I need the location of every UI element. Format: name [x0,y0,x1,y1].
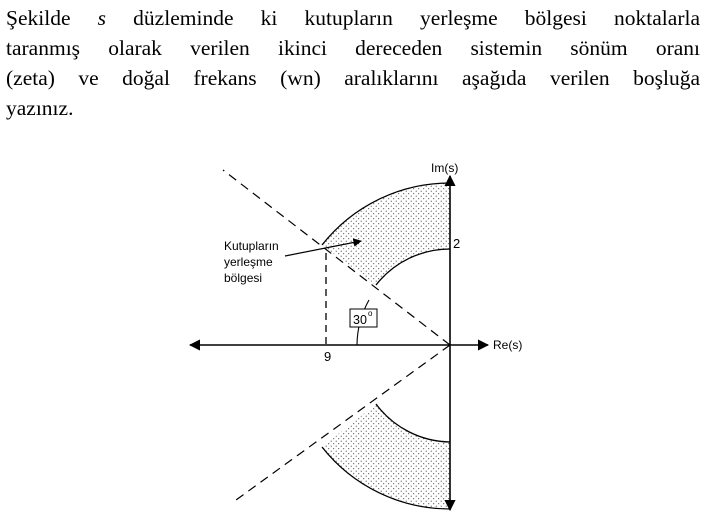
region-label-line-2: yerleşme [224,255,273,269]
question-line-1-start: Şekilde [6,6,98,30]
region-label-line-1: Kutupların [224,239,279,253]
imaginary-axis-label: Im(s) [431,161,459,175]
s-variable: s [97,6,107,30]
radius-tick-label: 2 [453,236,461,251]
upper-pole-region [322,183,450,285]
angle-label: 30 [353,313,367,327]
question-line-1-end: düzleminde ki kutupların yerleşme bölgesi noktalarla [106,6,701,30]
angle-degree-mark: o [368,309,373,318]
lower-pole-region [322,404,450,509]
region-label-line-3: bölgesi [224,271,263,285]
real-axis-label: Re(s) [493,338,523,352]
question-line-3: (zeta) ve doğal frekans (wn) aralıklarını aşağıda verilen boşluğa [6,66,700,90]
real-tick-label: 9 [324,349,332,364]
question-line-2: taranmış olarak verilen ikinci dereceden sistemin sönüm oranı [6,36,700,60]
question-line-4: yazınız. [6,96,74,120]
